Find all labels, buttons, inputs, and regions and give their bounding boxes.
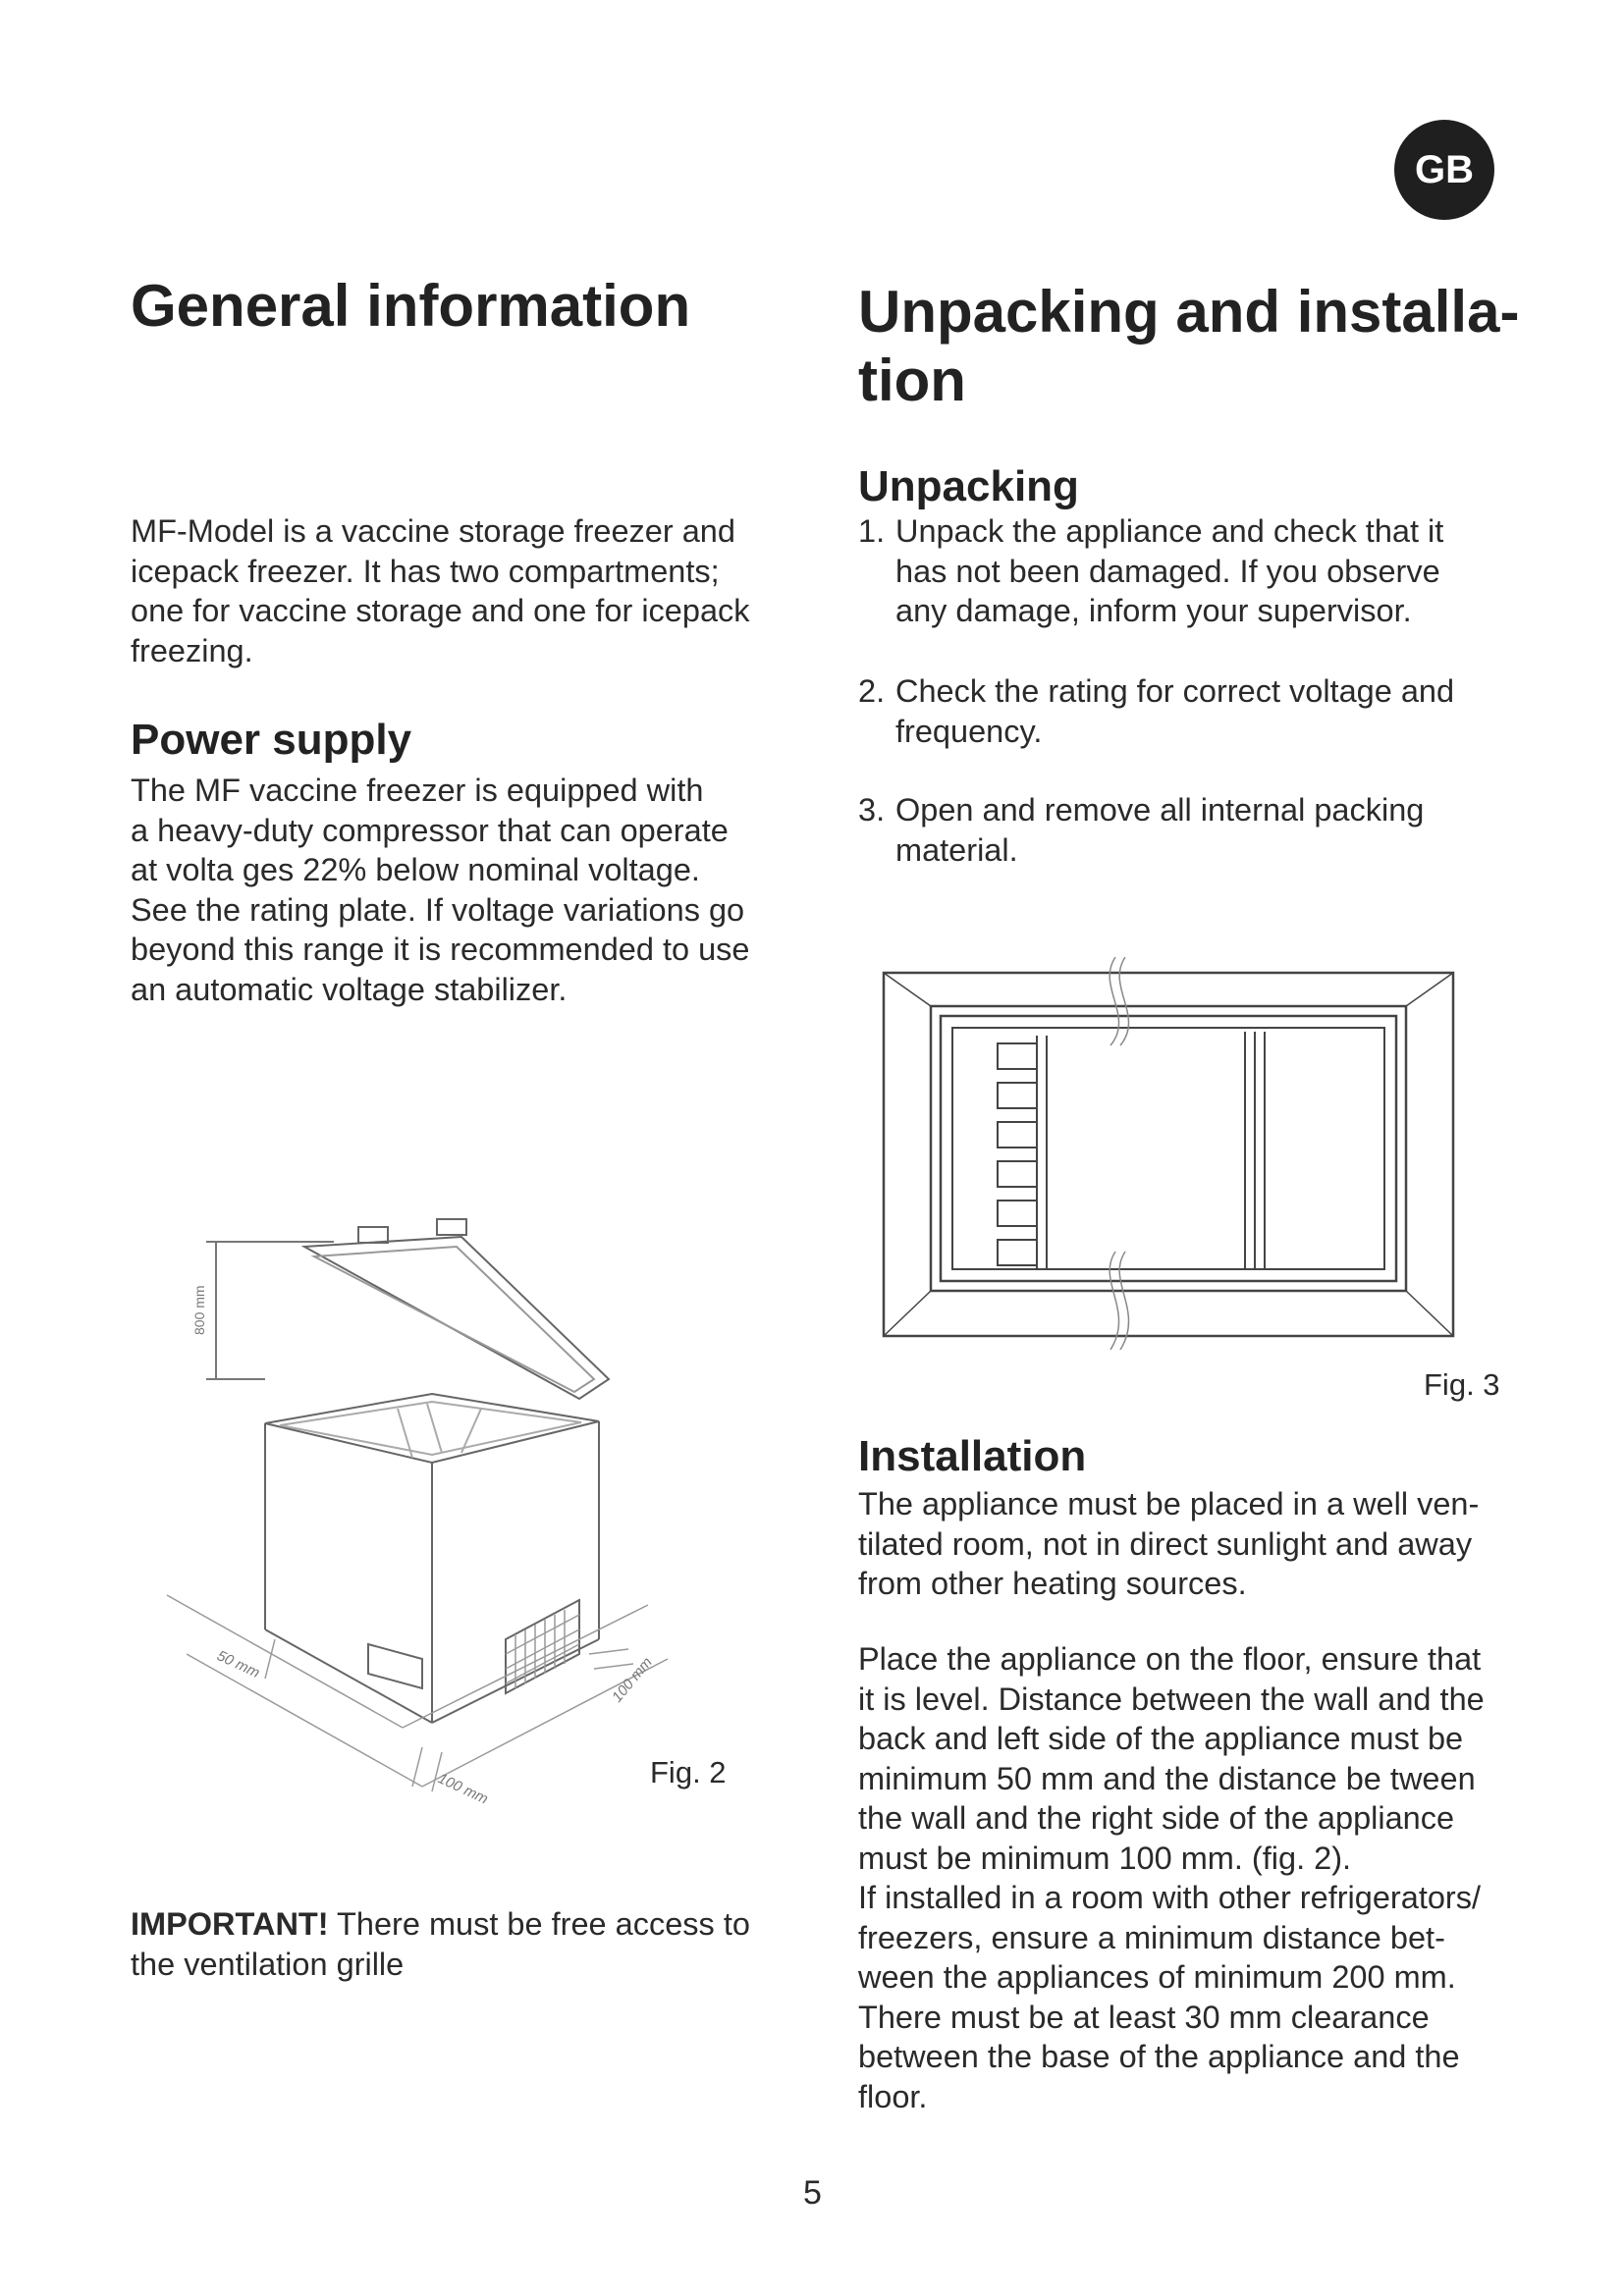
- install-line: The appliance must be placed in a well ven-: [858, 1486, 1480, 1522]
- install-line: between the base of the appliance and the: [858, 2039, 1460, 2074]
- step-number: 1.: [858, 513, 886, 549]
- install-line: back and left side of the appliance must be: [858, 1721, 1464, 1756]
- intro-paragraph: [131, 511, 750, 670]
- install-line: ween the appliances of minimum 200 mm.: [858, 1959, 1456, 1995]
- power-supply-heading: Power supply: [131, 716, 412, 764]
- install-line: the wall and the right side of the appliance: [858, 1800, 1455, 1836]
- fig3-icepack-racks: [998, 1036, 1047, 1269]
- step-line: has not been damaged. If you observe: [895, 553, 1440, 589]
- power-supply-paragraph: [131, 771, 750, 1009]
- fig2-freezer-drawing: [157, 1217, 707, 1826]
- important-label: IMPORTANT!: [131, 1906, 329, 1942]
- freezer-lid: [304, 1237, 609, 1399]
- installation-paragraph-2: [858, 1639, 1485, 2116]
- fig3-interior-drawing: [880, 957, 1459, 1350]
- fig2-front-distance-label: 100 mm: [435, 1770, 491, 1808]
- important-text: There must be free access to: [328, 1906, 750, 1942]
- important-note: [131, 1904, 750, 1984]
- install-line: freezers, ensure a minimum distance bet-: [858, 1919, 1445, 1955]
- important-text-line2: the ventilation grille: [131, 1946, 405, 1982]
- step-number: 2.: [858, 673, 886, 709]
- unpacking-installation-title: [858, 278, 1519, 415]
- page-number: 5: [803, 2174, 822, 2212]
- install-line: floor.: [858, 2078, 928, 2114]
- step-line: Open and remove all internal packing: [895, 792, 1425, 828]
- install-line: Place the appliance on the floor, ensure that: [858, 1641, 1482, 1677]
- ventilation-grille: [506, 1600, 579, 1693]
- install-line: minimum 50 mm and the distance be tween: [858, 1760, 1476, 1796]
- power-line: a heavy-duty compressor that can operate: [131, 812, 729, 848]
- intro-line: icepack freezer. It has two compartments;: [131, 553, 720, 589]
- step-number: 3.: [858, 792, 886, 828]
- step-line: Check the rating for correct voltage and: [895, 673, 1455, 709]
- install-line: If installed in a room with other refrigerators/: [858, 1880, 1482, 1915]
- power-line: beyond this range it is recommended to use: [131, 932, 750, 967]
- install-line: There must be at least 30 mm clearance: [858, 1999, 1430, 2035]
- language-badge: GB: [1394, 120, 1494, 220]
- fig2-left-distance-label: 50 mm: [214, 1647, 263, 1682]
- power-line: at volta ges 22% below nominal voltage.: [131, 852, 700, 887]
- title-line: Unpacking and installa-: [858, 279, 1520, 345]
- power-line: an automatic voltage stabilizer.: [131, 971, 568, 1007]
- fig2-height-label: 800 mm: [191, 1285, 207, 1335]
- installation-paragraph-1: [858, 1484, 1479, 1604]
- installation-heading: Installation: [858, 1432, 1087, 1480]
- step-line: any damage, inform your supervisor.: [895, 593, 1412, 628]
- power-line: The MF vaccine freezer is equipped with: [131, 773, 704, 808]
- fig3-compartment-divider: [1245, 1032, 1265, 1269]
- unpacking-heading: Unpacking: [858, 462, 1079, 510]
- intro-line: freezing.: [131, 632, 253, 668]
- fig3-label: Fig. 3: [1424, 1367, 1500, 1402]
- intro-line: one for vaccine storage and one for icepack: [131, 593, 750, 628]
- intro-line: MF-Model is a vaccine storage freezer and: [131, 513, 735, 549]
- step-line: material.: [895, 831, 1018, 868]
- step-line: frequency.: [895, 713, 1043, 749]
- step-line: Unpack the appliance and check that it: [895, 513, 1444, 549]
- front-panel: [368, 1644, 422, 1688]
- install-line: from other heating sources.: [858, 1566, 1247, 1601]
- install-line: tilated room, not in direct sunlight and away: [858, 1525, 1473, 1562]
- install-line: it is level. Distance between the wall and the: [858, 1681, 1485, 1717]
- fig2-label: Fig. 2: [650, 1755, 727, 1789]
- power-line: See the rating plate. If voltage variations go: [131, 891, 745, 928]
- title-line: tion: [858, 347, 966, 413]
- general-information-title: General information: [131, 273, 691, 339]
- install-line: must be minimum 100 mm. (fig. 2).: [858, 1840, 1352, 1876]
- freezer-top-opening: [265, 1394, 599, 1463]
- fig2-right-distance-label: 100 mm: [609, 1654, 656, 1706]
